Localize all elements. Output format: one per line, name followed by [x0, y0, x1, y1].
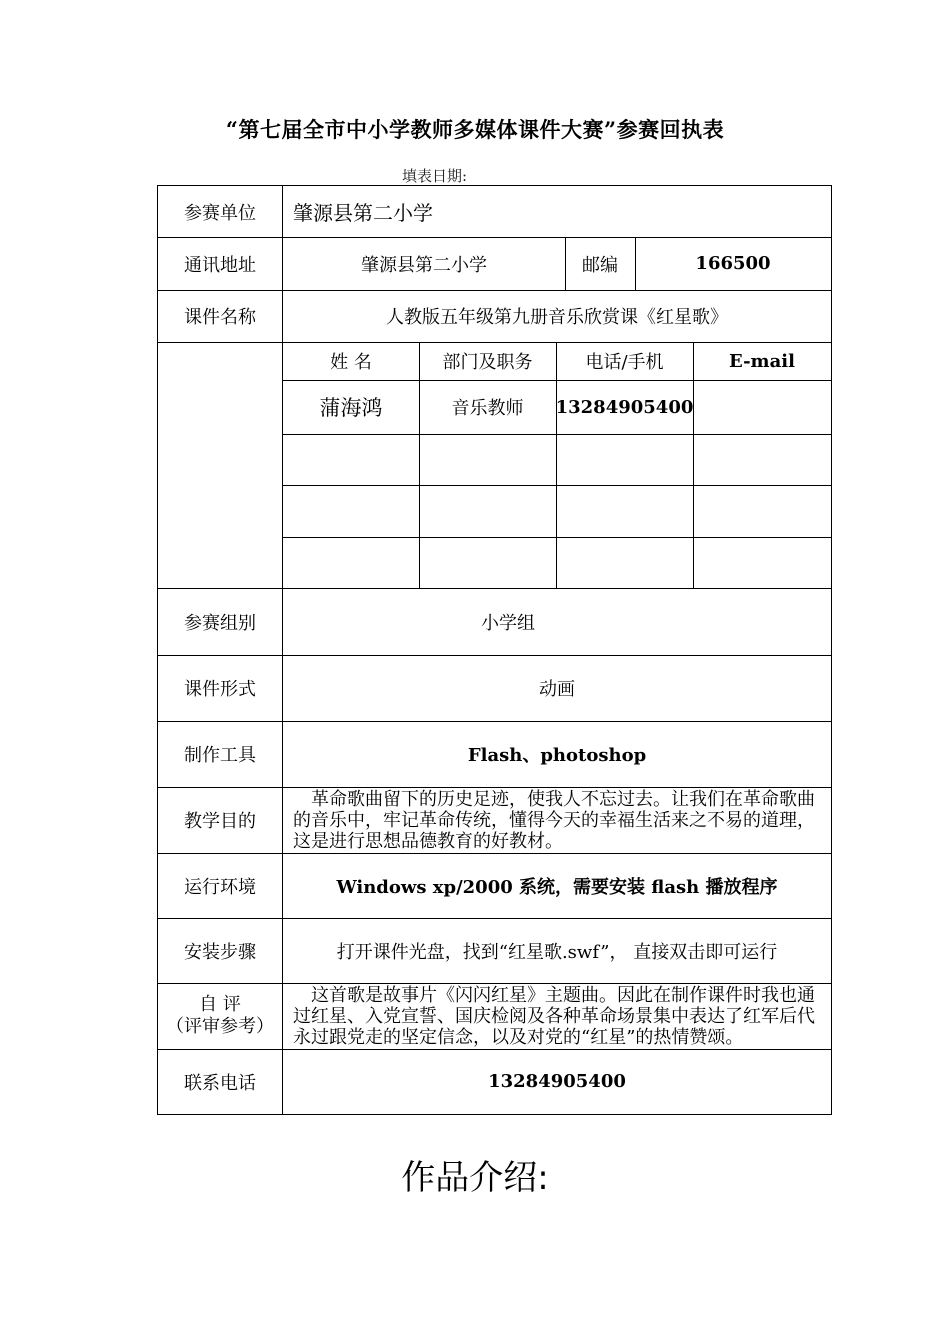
review-label-main: 自 评 — [199, 994, 241, 1015]
format-value: 动画 — [539, 679, 575, 700]
address-value: 肇源县第二小学 — [361, 254, 487, 276]
environment-value: Windows xp/2000 系统，需要安装 flash 播放程序 — [336, 876, 778, 898]
goal-text: 革命歌曲留下的历史足迹，使我人不忘过去。让我们在革命歌曲的音乐中，牢记革命传统，懂得今天的幸福生活来之不易的道理，这是进行思想品德教育的好教材。 — [293, 788, 815, 852]
group-label: 参赛组别 — [184, 612, 256, 634]
tool-value: Flash、photoshop — [467, 745, 647, 766]
goal-value — [283, 787, 831, 853]
work-intro-heading: 作品介绍: — [401, 1158, 549, 1198]
format-label: 课件形式 — [184, 679, 256, 700]
install-label: 安装步骤 — [184, 941, 256, 963]
address-label: 通讯地址 — [184, 254, 256, 276]
author-phone: 13284905400 — [555, 396, 694, 418]
group-value: 小学组 — [481, 612, 535, 634]
review-label — [157, 983, 283, 1049]
author-name-header: 姓 名 — [330, 352, 372, 373]
unit-label: 参赛单位 — [184, 202, 256, 224]
goal-label: 教学目的 — [184, 811, 256, 832]
contact-phone-value: 13284905400 — [488, 1071, 626, 1092]
course-value: 人教版五年级第九册音乐欣赏课《红星歌》 — [386, 307, 728, 328]
unit-value: 肇源县第二小学 — [293, 201, 433, 225]
fill-date-label: 填表日期: — [402, 167, 468, 185]
author-phone-header: 电话/手机 — [585, 352, 664, 373]
author-dept: 音乐教师 — [451, 398, 524, 419]
author-email — [693, 380, 831, 434]
contact-phone-label: 联系电话 — [184, 1072, 256, 1094]
review-text: 这首歌是故事片《闪闪红星》主题曲。因此在制作课件时我也通过红星、入党宣誓、国庆检阅及各种革命场景集中表达了红军后代永过跟党走的坚定信念，以及对党的“红星”的热情赞颂。 — [293, 984, 815, 1048]
review-value — [283, 983, 831, 1049]
author-dept-header: 部门及职务 — [442, 352, 533, 373]
author-name: 蒲海鸿 — [319, 396, 383, 420]
author-email-header: E-mail — [729, 350, 795, 372]
review-label-sub: （评审参考） — [166, 1016, 274, 1037]
tool-label: 制作工具 — [184, 745, 256, 766]
environment-label: 运行环境 — [184, 876, 256, 898]
postcode-value: 166500 — [695, 253, 771, 274]
postcode-label: 邮编 — [582, 254, 618, 276]
document-title: “第七届全市中小学教师多媒体课件大赛”参赛回执表 — [225, 117, 725, 142]
course-label: 课件名称 — [184, 307, 256, 328]
install-value: 打开课件光盘，找到“红星歌.swf”， 直接双击即可运行 — [336, 941, 778, 963]
